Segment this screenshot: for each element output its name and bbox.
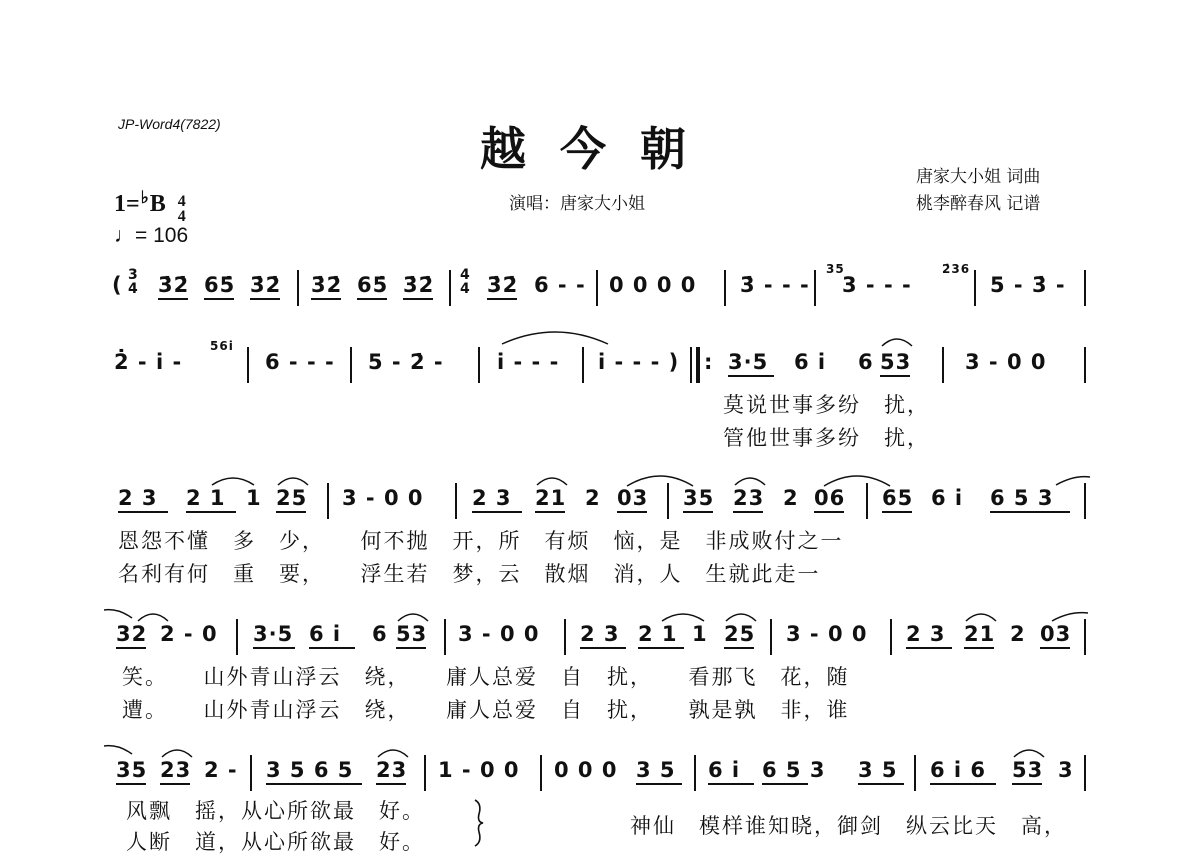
note-text: 2 - (204, 758, 238, 782)
underline (276, 511, 306, 513)
note-text: 2 - 0 (160, 622, 218, 646)
grace-notes: 56i (210, 339, 234, 353)
note-text: 6 i (931, 486, 964, 510)
note-text: 21 (964, 622, 996, 646)
transcriber-credit: 桃李醉春风 记谱 (916, 194, 1041, 214)
note-text: 0 0 0 (554, 758, 618, 782)
barline (1084, 755, 1086, 791)
barline (247, 347, 249, 383)
grace-notes: 2̇36 (942, 262, 971, 276)
note-text: 6 i 6 (930, 758, 987, 782)
note-text: 25 (724, 622, 756, 646)
lyric-line-1: 恩怨不懂 多 少， 何不抛 开，所 有烦 恼，是 非成败付之一 (118, 529, 844, 553)
lyric-line-2: 遭。 山外青山浮云 绕， 庸人总爱 自 扰， 孰是孰 非，谁 (122, 698, 850, 722)
grace-notes: 35 (826, 262, 845, 276)
barline (297, 270, 299, 306)
note-text: 3̇2̇ (250, 273, 282, 297)
note-text: 25 (276, 486, 308, 510)
underline (880, 375, 910, 377)
note-text: 3 5 (636, 758, 676, 782)
barline (250, 755, 252, 791)
note-text: 03 (617, 486, 649, 510)
underline (487, 298, 517, 300)
note-text: 6 - - - (265, 350, 335, 374)
tie-arc (1054, 473, 1090, 487)
underline (250, 298, 280, 300)
note-text: 1 (246, 486, 262, 510)
underline (266, 783, 362, 785)
note-text: 53 (396, 622, 428, 646)
time-signature: 4 4 (177, 193, 186, 225)
brace-icon (472, 798, 486, 848)
software-version: JP-Word4(7822) (118, 116, 221, 132)
underline (724, 647, 754, 649)
barline (350, 347, 352, 383)
barline (667, 483, 669, 519)
repeat-dots: : (704, 350, 714, 374)
lyric-line-2: 人断 道，从心所欲最 好。 (126, 830, 425, 854)
tie-arc (625, 470, 695, 488)
note-text: 53 (880, 350, 912, 374)
underline (357, 298, 387, 300)
note-text: 2 3 (580, 622, 620, 646)
singer-credit: 演唱：唐家大小姐 (509, 194, 645, 214)
slur-arc (535, 473, 569, 487)
barline (582, 347, 584, 383)
note-text: 6 i (794, 350, 827, 374)
underline (636, 783, 682, 785)
note-text: 23 (160, 758, 192, 782)
underline (1012, 783, 1042, 785)
underline (858, 783, 904, 785)
underline (580, 647, 626, 649)
underline (930, 783, 996, 785)
lyric-line-2: 名利有何 重 要， 浮生若 梦，云 散烟 消，人 生就此走一 (118, 562, 821, 586)
barline (449, 270, 451, 306)
underline (708, 783, 754, 785)
barline (694, 755, 696, 791)
note-text: 2 (783, 486, 799, 510)
note-text: 35 (683, 486, 715, 510)
note-text: 2 1 (638, 622, 678, 646)
note-text: 2 (1010, 622, 1026, 646)
underline (403, 298, 433, 300)
barline (564, 619, 566, 655)
underline (158, 298, 188, 300)
slur-arc (733, 473, 767, 487)
tempo-value: = 106 (135, 224, 189, 247)
note-text: 6 (858, 350, 874, 374)
barline (1084, 270, 1086, 306)
time-signature: 3 4 (128, 267, 139, 297)
note-text: 3̇2̇ (403, 273, 435, 297)
note-text: 5 - 3̇ - (990, 273, 1066, 297)
note-text: 35 (116, 758, 148, 782)
note-text: 3·5 (728, 350, 769, 374)
barline (540, 755, 542, 791)
barline (1084, 347, 1086, 383)
note-text: 3̇2̇ (487, 273, 519, 297)
barline (814, 270, 816, 306)
lyric-line-1: 风飘 摇，从心所欲最 好。 (126, 799, 425, 823)
lyric-line-1: 莫说世事多纷 扰， (723, 393, 930, 417)
barline (974, 270, 976, 306)
note-text: 1 (692, 622, 708, 646)
barline (1084, 619, 1086, 655)
underline (376, 783, 406, 785)
note-text: 3 - 0 0 (342, 486, 424, 510)
note-text: 2 (585, 486, 601, 510)
barline (444, 619, 446, 655)
note-text: i - - - (497, 350, 560, 374)
tie-arc (500, 326, 610, 346)
slur-arc (210, 473, 256, 487)
slur-arc (724, 609, 758, 623)
underline (116, 647, 146, 649)
underline (186, 511, 236, 513)
slur-arc (964, 609, 998, 623)
barline (690, 347, 692, 383)
note-text: 6 i (708, 758, 741, 782)
key-signature (114, 188, 186, 224)
barline (866, 483, 868, 519)
note-text: 6 - - (534, 273, 586, 297)
slur-arc (1012, 745, 1046, 759)
note-text: 6 5 3 (762, 758, 826, 782)
note-text: 3̇ - - - (740, 273, 810, 297)
tie-arc (1050, 609, 1090, 623)
slur-arc (376, 745, 410, 759)
page-title: 越今朝 (480, 122, 720, 176)
underline (396, 647, 426, 649)
barline (236, 619, 238, 655)
note-text: 3·5 (253, 622, 294, 646)
barline (424, 755, 426, 791)
note-text: 03 (1040, 622, 1072, 646)
underline (990, 511, 1070, 513)
slur-arc (880, 334, 914, 348)
underline (116, 783, 146, 785)
note-text: ( (112, 273, 123, 297)
underline (617, 511, 647, 513)
slur-arc (136, 609, 170, 623)
note-text: 3̇2̇ (158, 273, 190, 297)
underline (253, 647, 295, 649)
underline (728, 375, 774, 377)
quarter-note-icon: ♩ (114, 224, 135, 247)
note-text: 32 (116, 622, 148, 646)
lyric-line-3: 神仙 模样谁知晓，御剑 纵云比天 高， (630, 814, 1067, 838)
slur-arc (160, 745, 194, 759)
note-text: 2 3 (906, 622, 946, 646)
note-text: 65̇ (204, 273, 236, 297)
barline (942, 347, 944, 383)
underline (204, 298, 234, 300)
barline (478, 347, 480, 383)
barline (914, 755, 916, 791)
underline (814, 511, 844, 513)
note-text: 53 (1012, 758, 1044, 782)
lyricist-credit: 唐家大小姐 词曲 (916, 167, 1041, 187)
barline (770, 619, 772, 655)
note-text: 1 - 0 0 (438, 758, 520, 782)
note-text: 2̇ - i - (114, 350, 183, 374)
underline (1040, 647, 1070, 649)
note-text: 2 3 (118, 486, 158, 510)
barline (724, 270, 726, 306)
barline (455, 483, 457, 519)
note-text: i - - - ) (598, 350, 680, 374)
underline (964, 647, 994, 649)
key-note: B (149, 191, 166, 217)
note-text: 3̇2̇ (311, 273, 343, 297)
note-text: 3 - 0 0 (458, 622, 540, 646)
underline (160, 783, 190, 785)
note-text: 0 0 0 0 (609, 273, 697, 297)
barline (1084, 483, 1086, 519)
lyric-line-1: 笑。 山外青山浮云 绕， 庸人总爱 自 扰， 看那飞 花，随 (122, 665, 850, 689)
note-text: 3 5 6 5 (266, 758, 354, 782)
note-text: 6 5 3 (990, 486, 1054, 510)
slur-arc (396, 609, 430, 623)
note-text: 2 3 (472, 486, 512, 510)
slur-arc (276, 473, 310, 487)
tie-arc (104, 606, 134, 620)
barline (596, 270, 598, 306)
note-text: 6 (372, 622, 388, 646)
time-signature: 4 4 (460, 267, 471, 297)
note-text: 6 i (309, 622, 342, 646)
note-text: 3 - - - (842, 273, 912, 297)
flat-sign: ♭ (140, 188, 149, 207)
underline (311, 298, 341, 300)
key-prefix: 1= (114, 191, 140, 217)
note-text: 65 (882, 486, 914, 510)
note-text: 21 (535, 486, 567, 510)
note-text: 5 - 2̇ - (368, 350, 444, 374)
note-text: 23 (376, 758, 408, 782)
note-text: 2 1 (186, 486, 226, 510)
note-text: 3 (1058, 758, 1074, 782)
tie-arc (822, 470, 892, 488)
barline (327, 483, 329, 519)
note-text: 3 - 0 0 (965, 350, 1047, 374)
note-text: 3 - 0 0 (786, 622, 868, 646)
underline (683, 511, 713, 513)
underline (535, 511, 565, 513)
tie-arc (104, 742, 134, 756)
lyric-line-2: 管他世事多纷 扰， (723, 426, 930, 450)
note-text: 65̇ (357, 273, 389, 297)
barline (890, 619, 892, 655)
underline (472, 511, 522, 513)
tempo-marking (114, 224, 188, 248)
note-text: 06 (814, 486, 846, 510)
underline (762, 783, 808, 785)
underline (882, 511, 912, 513)
underline (733, 511, 763, 513)
note-text: 23 (733, 486, 765, 510)
repeat-barline (696, 347, 700, 383)
underline (118, 511, 168, 513)
underline (638, 647, 684, 649)
underline (906, 647, 952, 649)
note-text: 3 5 (858, 758, 898, 782)
slur-arc (660, 609, 706, 623)
underline (309, 647, 355, 649)
